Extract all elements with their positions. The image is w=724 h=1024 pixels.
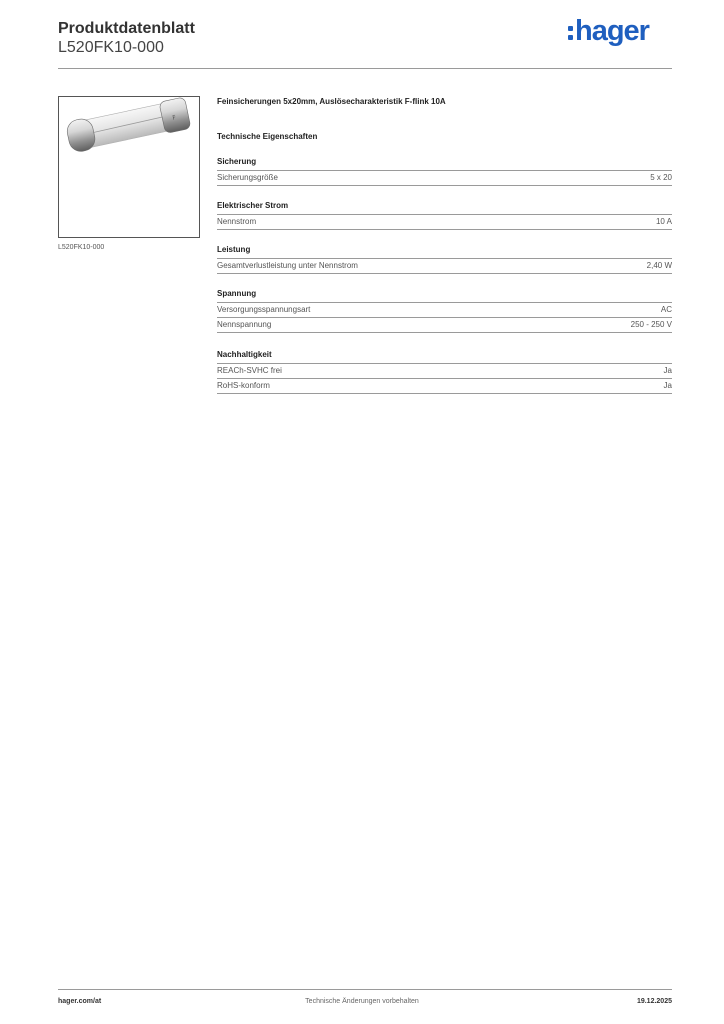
footer-divider: [58, 989, 672, 990]
property-label: Versorgungsspannungsart: [217, 305, 311, 314]
page-title: Produktdatenblatt: [58, 20, 195, 37]
property-row: [217, 318, 672, 333]
group-heading-sicherung: Sicherung: [217, 156, 672, 171]
property-row: [217, 364, 672, 379]
product-code: L520FK10-000: [58, 39, 164, 56]
property-value: 250 - 250 V: [630, 320, 672, 329]
property-value: 10 A: [655, 217, 672, 226]
property-row: [217, 171, 672, 186]
property-value: Ja: [663, 366, 672, 375]
property-label: Sicherungsgröße: [217, 173, 278, 182]
property-value: 2,40 W: [646, 261, 672, 270]
group-heading-nachhaltigkeit: Nachhaltigkeit: [217, 349, 672, 364]
property-row: [217, 259, 672, 274]
property-row: [217, 379, 672, 394]
logo-text: hager: [575, 14, 649, 47]
hager-logo[interactable]: [568, 14, 649, 48]
svg-text:F: F: [171, 114, 177, 122]
group-heading-leistung: Leistung: [217, 244, 672, 259]
property-label: Gesamtverlustleistung unter Nennstrom: [217, 261, 358, 270]
property-value: 5 x 20: [650, 173, 672, 182]
product-description: Feinsicherungen 5x20mm, Auslösecharakteristik F-flink 10A: [217, 97, 446, 106]
group-heading-spannung: Spannung: [217, 288, 672, 303]
footer-date: 19.12.2025: [636, 998, 672, 1005]
property-label: Nennspannung: [217, 320, 272, 329]
logo-dots-icon: [568, 26, 573, 40]
group-heading-elektrischer-strom: Elektrischer Strom: [217, 200, 672, 215]
property-label: REACh-SVHC frei: [217, 366, 282, 375]
property-value: Ja: [663, 381, 672, 390]
product-image: [58, 96, 200, 238]
glass-fuse-image: [59, 97, 199, 237]
properties-heading: Technische Eigenschaften: [217, 132, 318, 141]
footer-disclaimer: Technische Änderungen vorbehalten: [305, 998, 419, 1005]
property-label: RoHS-konform: [217, 381, 270, 390]
property-row: [217, 303, 672, 318]
property-label: Nennstrom: [217, 217, 257, 226]
property-row: [217, 215, 672, 230]
property-value: AC: [660, 305, 672, 314]
footer-website-link[interactable]: hager.com/at: [58, 998, 102, 1005]
header-divider: [58, 68, 672, 69]
datasheet-content: [217, 96, 672, 394]
image-caption: L520FK10-000: [58, 244, 105, 251]
